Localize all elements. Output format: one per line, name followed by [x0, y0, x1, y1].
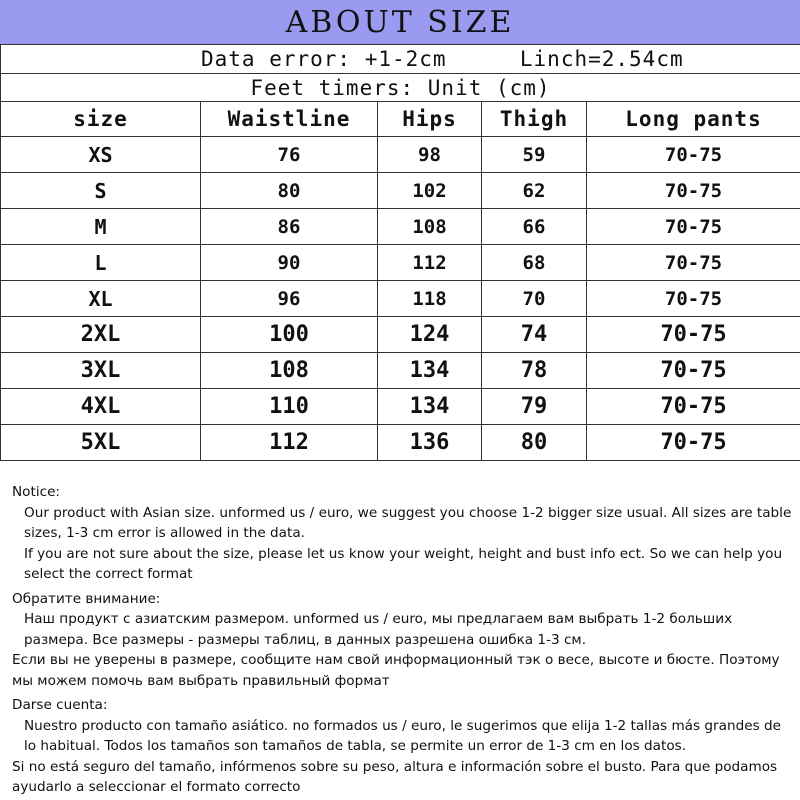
- hips-cell: 134: [378, 389, 482, 425]
- notice-heading-es: Darse cuenta:: [12, 697, 108, 713]
- size-cell: 5XL: [1, 425, 201, 461]
- long-pants-cell: 70-75: [587, 173, 800, 209]
- size-cell: XL: [1, 281, 201, 317]
- table-row: [1, 209, 800, 245]
- long-pants-cell: 70-75: [587, 389, 800, 425]
- waistline-cell: 80: [201, 173, 378, 209]
- size-cell: 3XL: [1, 353, 201, 389]
- thigh-cell: 59: [482, 137, 587, 173]
- hips-cell: 134: [378, 353, 482, 389]
- thigh-cell: 74: [482, 317, 587, 353]
- page-title: ABOUT SIZE: [285, 5, 515, 40]
- inch-conversion-note: Linch=2.54cm: [519, 47, 684, 71]
- size-table: [0, 44, 800, 461]
- hips-cell: 136: [378, 425, 482, 461]
- column-header-long-pants: Long pants: [587, 102, 800, 137]
- long-pants-cell: 70-75: [587, 137, 800, 173]
- waistline-cell: 96: [201, 281, 378, 317]
- title-banner: [0, 0, 800, 44]
- column-header-size: size: [1, 102, 201, 137]
- notice-paragraph-es-2: Si no está seguro del tamaño, infórmenos sobre su peso, altura e información sobre el busto. Para que podamos ayudarlo a seleccionar el formato correcto: [12, 758, 778, 795]
- hips-cell: 124: [378, 317, 482, 353]
- size-cell: 2XL: [1, 317, 201, 353]
- thigh-cell: 80: [482, 425, 587, 461]
- table-row: [1, 353, 800, 389]
- waistline-cell: 90: [201, 245, 378, 281]
- table-row: [1, 425, 800, 461]
- thigh-cell: 78: [482, 353, 587, 389]
- waistline-cell: 110: [201, 389, 378, 425]
- waistline-cell: 100: [201, 317, 378, 353]
- size-cell: L: [1, 245, 201, 281]
- long-pants-cell: 70-75: [587, 209, 800, 245]
- thigh-cell: 62: [482, 173, 587, 209]
- column-header-hips: Hips: [378, 102, 482, 137]
- waistline-cell: 86: [201, 209, 378, 245]
- thigh-cell: 70: [482, 281, 587, 317]
- table-row: [1, 245, 800, 281]
- notice-paragraph-en-1: Our product with Asian size. unformed us / euro, we suggest you choose 1-2 bigger size usual. All sizes are table sizes, 1-3 cm error is allowed in the data.: [24, 504, 792, 541]
- hips-cell: 118: [378, 281, 482, 317]
- waistline-cell: 112: [201, 425, 378, 461]
- table-header-row: [1, 102, 800, 137]
- table-row: [1, 281, 800, 317]
- info-row: [1, 45, 800, 74]
- notice-paragraph-es-1: Nuestro producto con tamaño asiático. no formados us / euro, le sugerimos que elija 1-2 tallas más grandes de lo habitual. Todos los tamaños son tamaños de tabla, se permite un error de 1-3 cm en los datos.: [24, 717, 781, 754]
- notice-paragraph-ru-2: Если вы не уверены в размере, сообщите нам свой информационный тэк о весе, высоте и бюсте. Поэтому мы можем помочь вам выбрать правильный формат: [12, 652, 780, 689]
- table-row: [1, 173, 800, 209]
- unit-row: [1, 74, 800, 102]
- notice-section: [12, 482, 792, 798]
- table-row: [1, 317, 800, 353]
- long-pants-cell: 70-75: [587, 425, 800, 461]
- hips-cell: 112: [378, 245, 482, 281]
- column-header-thigh: Thigh: [482, 102, 587, 137]
- thigh-cell: 66: [482, 209, 587, 245]
- hips-cell: 108: [378, 209, 482, 245]
- waistline-cell: 76: [201, 137, 378, 173]
- info-cell: [1, 45, 800, 74]
- long-pants-cell: 70-75: [587, 317, 800, 353]
- size-cell: S: [1, 173, 201, 209]
- waistline-cell: 108: [201, 353, 378, 389]
- thigh-cell: 68: [482, 245, 587, 281]
- unit-note: Feet timers: Unit (cm): [1, 74, 800, 102]
- notice-paragraph-ru-1: Наш продукт с азиатским размером. unformed us / euro, мы предлагаем вам выбрать 1-2 больших размера. Все размеры - размеры таблиц, в данных разрешена ошибка 1-3 см.: [24, 611, 733, 648]
- long-pants-cell: 70-75: [587, 353, 800, 389]
- hips-cell: 102: [378, 173, 482, 209]
- size-cell: XS: [1, 137, 201, 173]
- size-cell: 4XL: [1, 389, 201, 425]
- long-pants-cell: 70-75: [587, 281, 800, 317]
- hips-cell: 98: [378, 137, 482, 173]
- data-error-note: Data error: +1-2cm: [201, 47, 447, 71]
- size-cell: M: [1, 209, 201, 245]
- long-pants-cell: 70-75: [587, 245, 800, 281]
- notice-heading-en: Notice:: [12, 484, 61, 500]
- thigh-cell: 79: [482, 389, 587, 425]
- table-row: [1, 137, 800, 173]
- table-row: [1, 389, 800, 425]
- notice-paragraph-en-2: If you are not sure about the size, please let us know your weight, height and bust info ect. So we can help you select the correct format: [24, 545, 783, 582]
- column-header-waistline: Waistline: [201, 102, 378, 137]
- notice-heading-ru: Обратите внимание:: [12, 590, 161, 607]
